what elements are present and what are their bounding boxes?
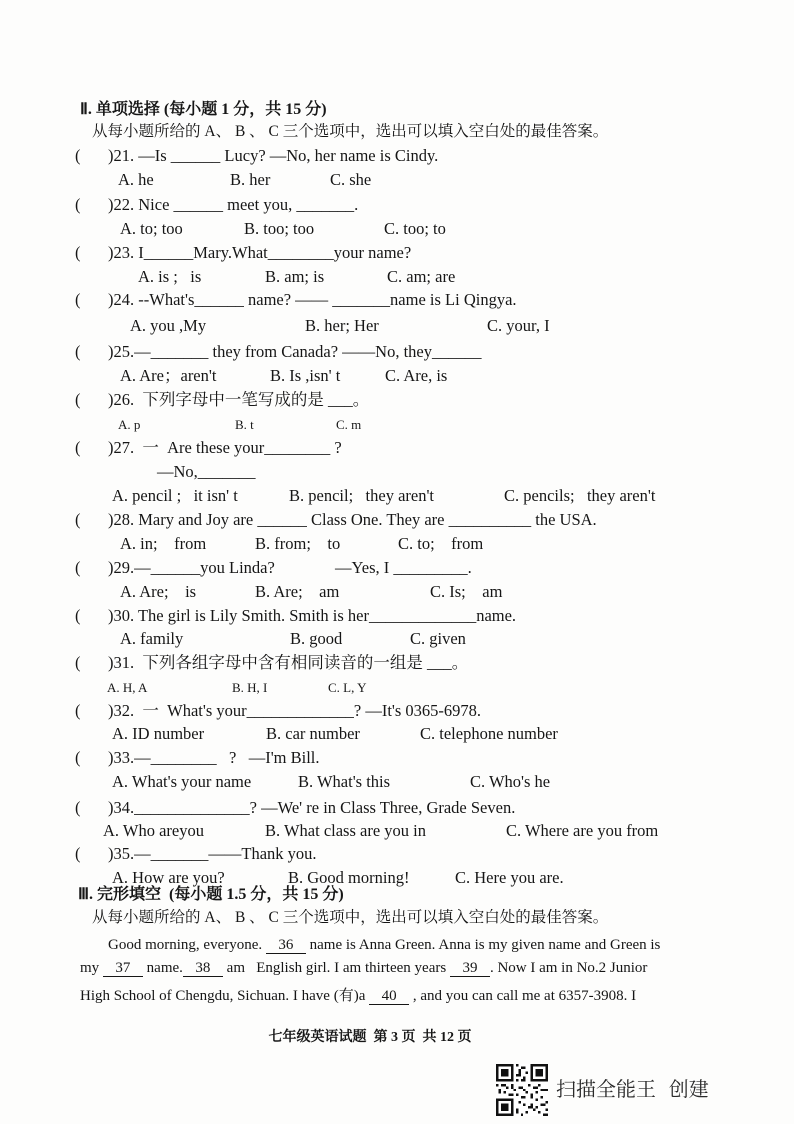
option-b: B. from; to [255,534,341,553]
question-31 [75,653,468,673]
answer-bracket-close: ) [108,390,114,409]
passage-text: name is Anna Green. Anna is my given name and Green is [305,937,661,953]
question-21 [75,146,438,166]
answer-bracket-open: ( [75,195,81,214]
question-number: 22. [113,195,135,214]
question-27-reply: —No,_______ [157,462,256,481]
answer-bracket-close: ) [108,290,114,309]
option-a: A. pencil ; it isn' t [112,486,238,505]
answer-bracket-open: ( [75,290,81,309]
question-number: 27. [113,438,135,457]
options-29 [0,582,794,602]
option-a: A. he [118,170,154,189]
option-a: A. H, A [107,680,148,695]
option-b: B. Is ,isn' t [270,366,341,385]
question-number: 32. [113,701,135,720]
options-26 [0,415,794,435]
question-number: 28. [113,510,135,529]
option-b: B. her; Her [305,316,379,335]
question-stem: —Is ______ Lucy? —No, her name is Cindy. [134,146,439,165]
option-a: A. family [120,629,184,648]
options-24 [0,316,794,336]
passage-text: my [80,960,103,976]
options-21 [0,170,794,190]
options-31 [0,678,794,698]
question-number: 26. [113,390,135,409]
answer-bracket-close: ) [108,701,114,720]
section-2-heading: Ⅱ. 单项选择 (每小题 1 分，共 15 分) [80,101,327,118]
answer-bracket-open: ( [75,558,81,577]
question-32 [75,701,481,721]
question-number: 35. [113,844,135,863]
section-3-instruction: 从每小题所给的 A、 B 、 C 三个选项中，选出可以填入空白处的最佳答案。 [92,909,609,926]
options-25 [0,366,794,386]
option-c: C. too; to [384,219,446,238]
answer-bracket-open: ( [75,243,81,262]
option-a: A. Are；aren't [120,366,217,385]
answer-bracket-close: ) [108,195,114,214]
option-a: A. p [118,417,141,432]
answer-bracket-close: ) [108,438,114,457]
cloze-blank-39: 39 [450,961,490,977]
passage-line-3 [80,986,636,1006]
passage-line-2 [80,958,647,978]
passage-line-1 [108,935,660,955]
question-stem: --What's______ name? —— _______name is Li Qingya. [134,290,517,309]
option-b: B. H, I [232,680,268,695]
passage-text: Good morning, everyone. [108,937,266,953]
question-34 [75,798,515,818]
cloze-blank-36: 36 [266,938,306,954]
option-c: C. Where are you from [506,821,659,840]
passage-text: am English girl. I am thirteen years [222,960,450,976]
page-footer: 七年级英语试题 第 3 页 共 12 页 [268,1030,472,1045]
options-34 [0,821,794,841]
answer-bracket-close: ) [108,844,114,863]
question-29 [75,558,472,578]
option-a: A. is ; is [138,267,202,286]
option-b: B. good [290,629,343,648]
option-a: A. you ,My [130,316,207,335]
answer-bracket-close: ) [108,243,114,262]
passage-text: High School of Chengdu, Sichuan. I have (有)a [80,988,370,1004]
options-23 [0,267,794,287]
answer-bracket-open: ( [75,438,81,457]
question-stem: I______Mary.What________your name? [134,243,412,262]
question-stem: Nice ______ meet you, _______. [134,195,359,214]
question-25 [75,342,481,362]
options-22 [0,219,794,239]
option-b: B. t [235,417,254,432]
option-c: C. am; are [387,267,456,286]
question-26 [75,390,369,410]
question-stem: 下列字母中一笔写成的是 ___。 [134,390,370,409]
question-stem: ______________? —We' re in Class Three, Grade Seven. [134,798,516,817]
question-23 [75,243,411,263]
options-27 [0,486,794,506]
answer-bracket-close: ) [108,748,114,767]
answer-bracket-close: ) [108,342,114,361]
option-b: B. pencil; they aren't [289,486,435,505]
answer-bracket-close: ) [108,606,114,625]
question-number: 21. [113,146,135,165]
answer-bracket-open: ( [75,701,81,720]
option-b: B. her [230,170,271,189]
cloze-blank-37: 37 [103,961,143,977]
cloze-blank-38: 38 [183,961,223,977]
answer-bracket-open: ( [75,653,81,672]
option-b: B. What class are you in [265,821,426,840]
question-27 [75,438,342,458]
question-number: 23. [113,243,135,262]
question-33 [75,748,320,768]
cloze-blank-40: 40 [369,989,409,1005]
question-number: 25. [113,342,135,361]
option-a: A. ID number [112,724,205,743]
answer-bracket-close: ) [108,146,114,165]
question-number: 33. [113,748,135,767]
option-a: A. to; too [120,219,183,238]
question-number: 29. [113,558,135,577]
option-b: B. car number [266,724,360,743]
question-number: 24. [113,290,135,309]
question-28 [75,510,597,530]
question-stem: —______you Linda? [134,558,275,577]
question-stem: 一 Are these your________ ? [134,438,342,457]
answer-bracket-open: ( [75,844,81,863]
option-a: A. in; from [120,534,207,553]
options-32 [0,724,794,744]
answer-bracket-open: ( [75,146,81,165]
option-c: C. Who's he [470,772,551,791]
answer-bracket-close: ) [108,798,114,817]
question-number: 30. [113,606,135,625]
option-c: C. Are, is [385,366,448,385]
answer-bracket-open: ( [75,342,81,361]
options-33 [0,772,794,792]
qr-code-icon [496,1064,548,1116]
question-stem: —_______——Thank you. [134,844,317,863]
question-number: 31. [113,653,135,672]
passage-text: name. [142,960,183,976]
option-b: B. Are; am [255,582,340,601]
option-b: B. am; is [265,267,325,286]
answer-bracket-open: ( [75,510,81,529]
option-b: B. What's this [298,772,391,791]
question-35 [75,844,317,864]
question-stem-reply: —Yes, I _________. [335,558,472,577]
option-c: C. L, Y [328,680,367,695]
option-a: A. What's your name [112,772,252,791]
section-3-heading: Ⅲ. 完形填空 (每小题 1.5 分，共 15 分) [78,886,344,903]
question-number: 34. [113,798,135,817]
option-a: A. Are; is [120,582,197,601]
passage-text: , and you can call me at 6357-3908. I [409,988,637,1004]
answer-bracket-open: ( [75,606,81,625]
answer-bracket-open: ( [75,390,81,409]
options-30 [0,629,794,649]
question-stem: 下列各组字母中含有相同读音的一组是 ___。 [134,653,469,672]
question-stem: Mary and Joy are ______ Class One. They are __________ the USA. [134,510,597,529]
answer-bracket-close: ) [108,558,114,577]
question-30 [75,606,516,626]
question-stem: The girl is Lily Smith. Smith is her_____________name. [134,606,517,625]
option-b: B. Good morning! [288,868,410,887]
option-c: C. given [410,629,466,648]
answer-bracket-close: ) [108,653,114,672]
question-24 [75,290,517,310]
option-c: C. m [336,417,362,432]
option-c: C. Is; am [430,582,503,601]
passage-text: . Now I am in No.2 Junior [489,960,648,976]
answer-bracket-open: ( [75,748,81,767]
question-stem: 一 What's your_____________? —It's 0365-6978. [134,701,482,720]
option-c: C. pencils; they aren't [504,486,656,505]
options-28 [0,534,794,554]
option-a: A. How are you? [112,868,225,887]
option-c: C. to; from [398,534,484,553]
section-2-instruction: 从每小题所给的 A、 B 、 C 三个选项中，选出可以填入空白处的最佳答案。 [92,123,609,140]
option-b: B. too; too [244,219,315,238]
question-stem: —_______ they from Canada? ——No, they______ [134,342,482,361]
scanner-watermark-text: 扫描全能王 创建 [556,1077,709,1101]
answer-bracket-open: ( [75,798,81,817]
question-stem: —________ ? —I'm Bill. [134,748,320,767]
option-c: C. telephone number [420,724,558,743]
option-c: C. your, I [487,316,550,335]
option-c: C. Here you are. [455,868,564,887]
question-22 [75,195,358,215]
option-a: A. Who areyou [103,821,204,840]
option-c: C. she [330,170,372,189]
answer-bracket-close: ) [108,510,114,529]
